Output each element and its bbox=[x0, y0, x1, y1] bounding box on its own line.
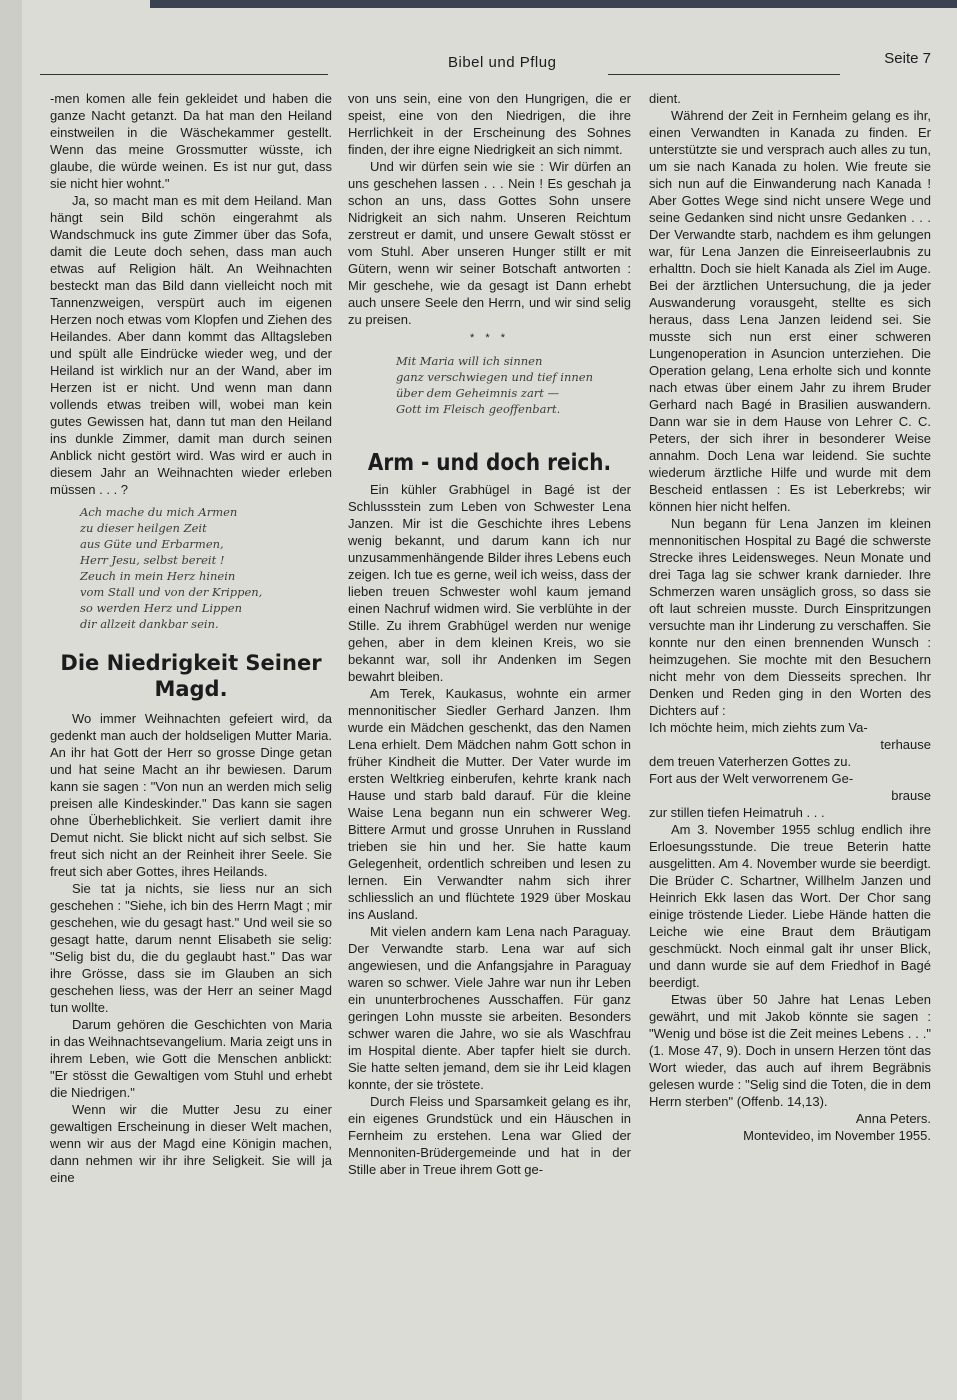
column-1 bbox=[50, 90, 332, 1186]
page-header bbox=[40, 50, 935, 80]
section-separator-stars: * * * bbox=[470, 332, 509, 344]
header-rule-left bbox=[40, 74, 328, 75]
paragraph: Nun begann für Lena Janzen im kleinen mennonitischen Hospital zu Bagé die schwerste Strecke ihres Leidensweges. Neun Monate und drei Taga lag sie schwer krank darnieder. Ihre Schmerzen waren unsäglich gross, so dass sie oft laut schreien musste. Durch Einspritzungen versuchte man ihr Linderung zu verschaffen. Sie konnte nur den einen brennenden Wunsch : heimzugehen. Sie mochte mit den Besuchern nicht mehr von dem Diesseits sprechen. Ihr Denken und Reden ging in den Worten des Dichters auf : bbox=[649, 516, 931, 718]
page-number: Seite 7 bbox=[884, 50, 931, 67]
verse-line-continuation: brause bbox=[891, 788, 931, 803]
poem-line: so werden Herz und Lippen bbox=[80, 601, 242, 615]
author-signature: Anna Peters. bbox=[855, 1111, 931, 1126]
running-title: Bibel und Pflug bbox=[448, 54, 557, 71]
poem-line: dir allzeit dankbar sein. bbox=[80, 617, 219, 631]
place-and-date: Montevideo, im November 1955. bbox=[743, 1128, 931, 1143]
poem-line: über dem Geheimnis zart — bbox=[396, 386, 560, 400]
paragraph: Wenn wir die Mutter Jesu zu einer gewaltigen Erscheinung in dieser Welt machen, wenn wir aus der Magd eine Königin machen, dann nehmen wir ihr ihre Seligkeit. Sie will ja eine bbox=[50, 1102, 332, 1185]
article-heading-arm-und-doch-reich: Arm - und doch reich. bbox=[367, 448, 612, 476]
paragraph: Ja, so macht man es mit dem Heiland. Man hängt sein Bild schön eingerahmt als Wandschmuck ins gute Zimmer über das Sofa, damit die Leute doch sehen, dass man auch etwas auf Religion hält. An Weihnachten besteckt man das Bild dann vielleicht noch mit Tannenzweigen, verspürt auch im eigenen Herzen noch etwas vom Klopfen und Ziehen des Heilandes. Aber dann kommt das Alltagsleben und spült alle Eindrücke wieder weg, und der Heiland ist wirklich nur an der Wand, aber im Herzen ist er nicht. Und wenn man dann vollends etwas treiben will, wobei man kein gutes Gewissen hat, dann tut man den Heiland ins dunkle Zimmer, damit man durch seinen Anblick nicht gestört wird. Was wird er auch in diesem Jahr an Weihnachten wieder erleben müssen . . . ? bbox=[50, 193, 332, 497]
paragraph: Während der Zeit in Fernheim gelang es ihr, einen Verwandten in Kanada zu finden. Er unterstützte sie und versprach auch alles zu tun, um sie nach Kanada zu holen. Wie freute sie sich nun auf die Einwanderung nach Kanada ! Aber Gottes Wege sind nicht unsere Wege und seine Gedanken sind nicht unsre Gedanken . . . Der Verwandte starb, nachdem es ihm gelungen war, für Lena Janzen die Einreiseerlaubnis zu erhalttn. Doch sie hielt Kanada als Ziel im Auge. Bei der ärztlichen Untersuchung, die ja jeder Auswanderung vorausgeht, stellte es sich heraus, dass Lena Janzen leidend sei. Sie musste sich nun erst einer schweren Lungenoperation in Asuncion unterziehen. Die Operation gelang, Lena erholte sich und konnte nach etwas über einem Jahr zu ihrem Bruder Gerhard nach Bagé in Brasilien auswandern. Dann war sie in dem Hause von Lehrer C. C. Peters, der sich ihrer in besonderer Weise annahm. Doch Lena war leidend. Sie suchte wiederum ärztliche Hilfe und wurde mit dem Bescheid entlassen : Es ist Leberkrebs; wir können hier nicht helfen. bbox=[649, 108, 931, 514]
column-3 bbox=[649, 90, 931, 1144]
paragraph: Wo immer Weihnachten gefeiert wird, da gedenkt man auch der holdseligen Mutter Maria. An ihr hat Gott der Herr so grosse Dinge getan und hat seine Macht an ihr bewiesen. Darum kann sie sagen : "Von nun an werden mich selig preisen alle Kindeskinder." Das kann sie sagen ohne Überheblichkeit. Sie verliert damit ihre Demut nicht. Sie blickt nicht auf sich selbst. Sie freut sich nicht an der Reinheit ihrer Seele. Sie freut sich aber Gottes, ihres Heilands. bbox=[50, 711, 332, 879]
paragraph: Darum gehören die Geschichten von Maria in das Weihnachtsevangelium. Maria zeigt uns in ihrem Leben, wie Gott die Menschen anblickt: "Er stösst die Gewaltigen vom Stuhl und erhebt die Niedrigen." bbox=[50, 1017, 332, 1100]
top-edge-strip bbox=[150, 0, 957, 8]
paragraph: Mit vielen andern kam Lena nach Paraguay. Der Verwandte starb. Lena war auf sich angewiesen, und die Anfangsjahre in Paraguay waren so schwer. Viele Jahre war nun ihr Leben ein ununterbrochenes Ausschaffen. Für ganz geringen Lohn musste sie arbeiten. Besonders schwer waren die Jahre, wo sie als Waschfrau im Hospital diente. Aber tapfer hielt sie durch. Sie hatte selten jemand, dem sie ihr Leid klagen konnte, der sie tröstete. bbox=[348, 924, 631, 1092]
poem-mit-maria bbox=[396, 353, 631, 417]
poem-line: ganz verschwiegen und tief innen bbox=[396, 370, 593, 384]
verse-line: Fort aus der Welt verworrenem Ge- bbox=[649, 771, 854, 786]
column-2 bbox=[348, 90, 631, 1178]
poem-line: vom Stall und von der Krippen, bbox=[80, 585, 263, 599]
poem-line: aus Güte und Erbarmen, bbox=[80, 537, 224, 551]
poem-line: Gott im Fleisch geoffenbart. bbox=[396, 402, 561, 416]
paragraph: Am Terek, Kaukasus, wohnte ein armer mennonitischer Siedler Gerhard Janzen. Ihm wurde ein Mädchen geschenkt, das den Namen Lena erhielt. Dem Mädchen nahm Gott schon in früher Kindheit die Mutter. Der Vater wurde im ersten Weltkrieg einberufen, kehrte krank nach Hause und starb bald darauf. Für die kleine Waise Lena begann nun ein schwerer Weg. Bittere Armut und grosse Unruhen in Russland trieben sie hin und her. Sie hatte kaum Gelegenheit, ordentlich schreiben und lesen zu lernen. Ein Verwandter nahm sich ihrer schliesslich an und flüchtete 1929 über Moskau ins Ausland. bbox=[348, 686, 631, 922]
verse-line: dem treuen Vaterherzen Gottes zu. bbox=[649, 754, 852, 769]
poem-line: Herr Jesu, selbst bereit ! bbox=[80, 553, 225, 567]
poem-ach-mache bbox=[80, 504, 332, 632]
paragraph: von uns sein, eine von den Hungrigen, die er speist, eine von den Niedrigen, die ihre Herrlichkeit in der Erscheinung des Sohnes finden, der ihre eigne Niedrigkeit an sich nimmt. bbox=[348, 91, 631, 157]
paragraph: Etwas über 50 Jahre hat Lenas Leben gewährt, und mit Jakob könnte sie sagen : "Wenig und böse ist die Zeit meines Lebens . . ." (1. Mose 47, 9). Doch in unsern Herzen tönt das Wort wieder, das auch auf ihrem Begräbnis gelesen wurde : "Selig sind die Toten, die in dem Herrn sterben" (Offenb. 14,13). bbox=[649, 992, 931, 1109]
paragraph: Durch Fleiss und Sparsamkeit gelang es ihr, ein eigenes Grundstück und ein Häuschen in Fernheim zu erstehen. Lena war Glied der Mennoniten-Brüdergemeinde und hat in der Stille aber in Treue ihrem Gott ge- bbox=[348, 1094, 631, 1177]
verse-line: zur stillen tiefen Heimatruh . . . bbox=[649, 805, 825, 820]
verse-line-continuation: terhause bbox=[880, 737, 931, 752]
paragraph: Sie tat ja nichts, sie liess nur an sich geschehen : "Siehe, ich bin des Herrn Magt ; mir geschehen, wie du gesagt hast." Und weil sie so gesagt hatte, darum nennt Elisabeth sie selig: "Selig bist du, die du geglaubt hast." Das war ihre Grösse, dass sie im Glauben an sich geschehen liess, was der Herr an seiner Magd tun wollte. bbox=[50, 881, 332, 1015]
poem-line: Zeuch in mein Herz hinein bbox=[80, 569, 236, 583]
paragraph: -men komen alle fein gekleidet und haben die ganze Nacht getanzt. Da hat man den Heiland einstweilen in die Wäschekammer gestellt. Wenn das meine Grossmutter wüsste, ich glaube, die würde weinen. Es ist nur gut, dass sie nicht hier wohnt." bbox=[50, 91, 332, 191]
paragraph: dient. bbox=[649, 91, 681, 106]
article-heading-niedrigkeit: Die Niedrigkeit Seiner Magd. bbox=[60, 651, 322, 701]
poem-line: Ach mache du mich Armen bbox=[80, 505, 238, 519]
paragraph: Am 3. November 1955 schlug endlich ihre Erloesungsstunde. Die treue Beterin hatte ausgelitten. Am 4. November wurde sie beerdigt. Die Brüder C. Schartner, Willhelm Janzen und Heinrich Ekk lasen das Wort. Der Chor sang einige tröstende Lieder. Liebe Hände hatten die Leiche wie eine Braut dem Bräutigam geschmückt. Noch einmal galt ihr unser Blick, und dann wurde sie auf dem Friedhof in Bagé beerdigt. bbox=[649, 822, 931, 990]
verse-line: Ich möchte heim, mich ziehts zum Va- bbox=[649, 720, 868, 735]
poem-line: Mit Maria will ich sinnen bbox=[396, 354, 543, 368]
header-rule-right bbox=[608, 74, 840, 75]
paragraph: Ein kühler Grabhügel in Bagé ist der Schlussstein zum Leben von Schwester Lena Janzen. Mir ist die Geschichte ihres Lebens wenig bekannt, und darum kann ich nur unzusammenhängende Bilder ihres Lebens euch zeigen. Ich tue es gerne, weil ich weiss, dass der lieben treuen Schwester wohl kaum jemand einen Nachruf widmen wird. Sie verblühte in der Stille. Zu ihrem Grabhügel werden nur wenige gehen, aber in dem kleinen Kreis, wo sie bekannt war, soll ihr Andenken im Segen bewahrt bleiben. bbox=[348, 482, 631, 684]
paragraph: Und wir dürfen sein wie sie : Wir dürfen an uns geschehen lassen . . . Nein ! Es geschah ja schon an uns, dass Gottes Sohn unsere Nidrigkeit an sich nahm. Unseren Reichtum zerstreut er damit, und unsere Gewalt stösst er vom Stuhl. Aber unseren Hunger stillt er mit Gütern, wenn wir seiner Botschaft antworten : Mir geschehe, wie da gesagt ist Dann erhebt auch unsere Seele den Herrn, und wir sind selig zu preisen. bbox=[348, 159, 631, 327]
poem-line: zu dieser heilgen Zeit bbox=[80, 521, 207, 535]
